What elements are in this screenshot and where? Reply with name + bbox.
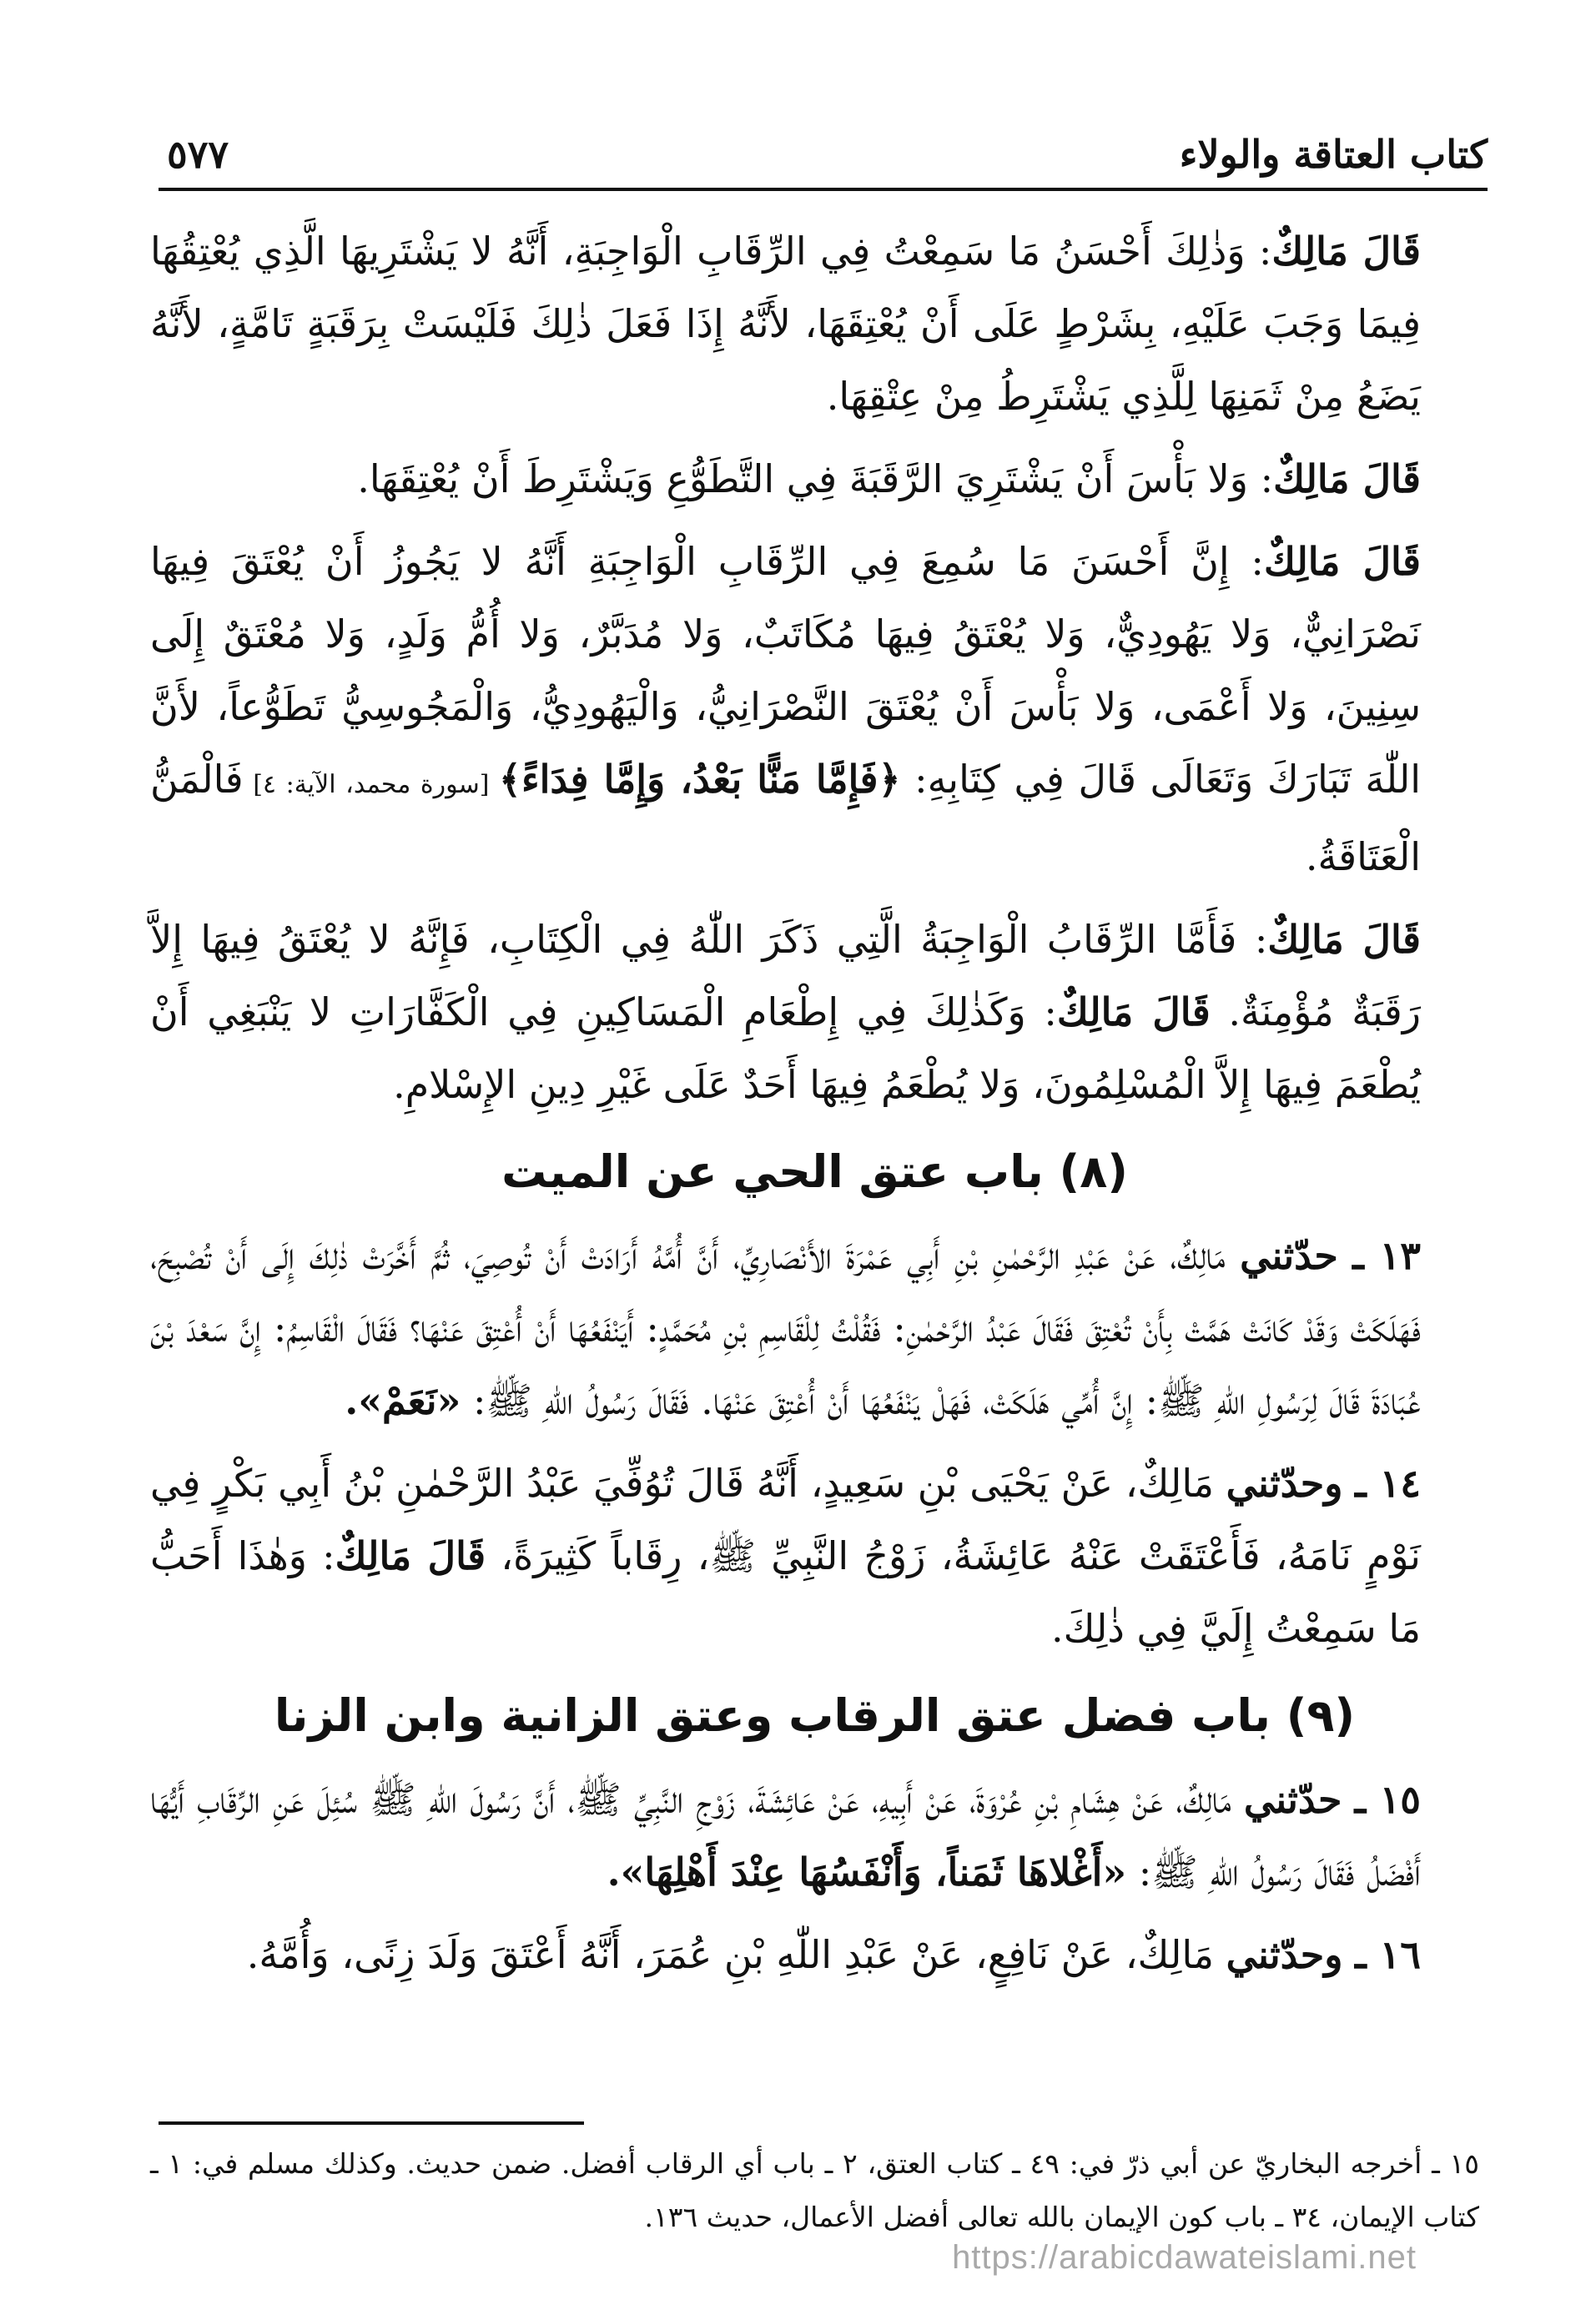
hadith-15 [150, 1764, 1479, 1909]
hadith-text-2: : وَهٰذَا أَحَبُّ مَا سَمِعْتُ إِلَيَّ فِي ذٰلِكَ. [150, 1533, 1421, 1651]
hadith-number: ١٣ ـ [1352, 1233, 1421, 1278]
speaker-label: قَالَ مَالِكٌ [1267, 917, 1421, 962]
hadith-text: مَالِكٌ، عَنْ يَحْيَى بْنِ سَعِيدٍ، أَنَّهُ قَالَ تُوُفِّيَ عَبْدُ الرَّحْمٰنِ بْنُ أَبِي بَكْرٍ فِي نَوْمٍ نَامَهُ، فَأَعْتَقَتْ عَنْهُ عَائِشَةُ، زَوْجُ النَّبِيِّ ﷺ، رِقَاباً كَثِيرَةً، [150, 1461, 1421, 1578]
paragraph-text-2: : وَكَذٰلِكَ فِي إِطْعَامِ الْمَسَاكِينِ فِي الْكَفَّارَاتِ لا يَنْبَغِي أَنْ يُطْعَمَ فِيهَا إِلاَّ الْمُسْلِمُونَ، وَلا يُطْعَمُ فِيهَا أَحَدٌ عَلَى غَيْرِ دِينِ الإِسْلامِ. [150, 989, 1421, 1107]
footnote-divider [159, 2121, 584, 2125]
hadith-number: ١٦ ـ [1355, 1932, 1421, 1977]
paragraph-text-end: فَالْمَنُّ الْعَتَاقَةُ. [150, 757, 1421, 879]
hadith-opening: وحدّثني [1226, 1461, 1343, 1506]
paragraph-text: : فَأَمَّا الرِّقَابُ الْوَاجِبَةُ الَّتِي ذَكَرَ اللّٰهُ فِي الْكِتَابِ، فَإِنَّهُ لا يُعْتَقُ فِيهَا إِلاَّ رَقَبَةٌ مُؤْمِنَةٌ. [150, 917, 1421, 1034]
hadith-text: مَالِكٌ، عَنْ عَبْدِ الرَّحْمٰنِ بْنِ أَبِي عَمْرَةَ الأَنْصَارِيِّ، أَنَّ أُمَّهُ أَرَادَتْ أَنْ تُوصِيَ، ثُمَّ أَخَّرَتْ ذٰلِكَ إِلَى أَنْ تُصْبِحَ، فَهَلَكَتْ وَقَدْ كَانَتْ هَمَّتْ بِأَنْ تُعْتِقَ فَقَالَ عَبْدُ الرَّحْمٰنِ: فَقُلْتُ لِلْقَاسِمِ بْنِ مُحَمَّدٍ: أَيَنْفَعُهَا أَنْ أُعْتِقَ عَنْهَا؟ فَقَالَ الْقَاسِمُ: إِنَّ سَعْدَ بْنَ عُبَادَةَ قَالَ لِرَسُولِ اللّٰهِ ﷺ: إِنَّ أُمِّي هَلَكَتْ، فَهَلْ يَنْفَعُهَا أَنْ أُعْتِقَ عَنْهَا. فَقَالَ رَسُولُ اللّٰهِ ﷺ: [150, 1233, 1421, 1423]
section-heading-8: (٨) باب عتق الحي عن الميت [501, 1145, 1128, 1198]
hadith-text: مَالِكٌ، عَنْ نَافِعٍ، عَنْ عَبْدِ اللّٰهِ بْنِ عُمَرَ، أَنَّهُ أَعْتَقَ وَلَدَ زِنًى، وَأُمَّهُ. [246, 1932, 1226, 1977]
paragraph-text: : وَذٰلِكَ أَحْسَنُ مَا سَمِعْتُ فِي الرِّقَابِ الْوَاجِبَةِ، أَنَّهُ لا يَشْتَرِيهَا الَّذِي يُعْتِقُهَا فِيمَا وَجَبَ عَلَيْهِ، بِشَرْطٍ عَلَى أَنْ يُعْتِقَهَا، لأَنَّهُ إِذَا فَعَلَ ذٰلِكَ فَلَيْسَتْ بِرَقَبَةٍ تَامَّةٍ، لأَنَّهُ يَضَعُ مِنْ ثَمَنِهَا لِلَّذِي يَشْتَرِطُ مِنْ عِتْقِهَا. [150, 229, 1421, 419]
paragraph-text: : إِنَّ أَحْسَنَ مَا سُمِعَ فِي الرِّقَابِ الْوَاجِبَةِ أَنَّهُ لا يَجُوزُ أَنْ يُعْتَقَ فِيهَا نَصْرَانِيٌّ، وَلا يَهُودِيٌّ، وَلا يُعْتَقُ فِيهَا مُكَاتَبٌ، وَلا مُدَبَّرٌ، وَلا أُمُّ وَلَدٍ، وَلا مُعْتَقٌ إِلَى سِنِينَ، وَلا أَعْمَى، وَلا بَأْسَ أَنْ يُعْتَقَ النَّصْرَانِيُّ، وَالْيَهُودِيُّ، وَالْمَجُوسِيُّ تَطَوُّعاً، لأَنَّ اللّٰهَ تَبَارَكَ وَتَعَالَى قَالَ فِي كِتَابِهِ: [150, 539, 1422, 802]
speaker-label-2: قَالَ مَالِكٌ [1056, 989, 1211, 1034]
page-header [133, 125, 1488, 192]
hadith-opening: حدّثني [1243, 1777, 1342, 1822]
hadith-text: مَالِكٌ، عَنْ هِشَامِ بْنِ عُرْوَةَ، عَنْ أَبِيهِ، عَنْ عَائِشَةَ، زَوْجِ النَّبِيِّ ﷺ، أَنَّ رَسُولَ اللّٰهِ ﷺ سُئِلَ عَنِ الرِّقَابِ أَيُّهَا أَفْضَلُ فَقَالَ رَسُولُ اللّٰهِ ﷺ: [150, 1777, 1421, 1895]
footnotes [150, 2137, 1479, 2244]
hadith-13 [150, 1220, 1479, 1437]
speaker-label: قَالَ مَالِكٌ [1263, 539, 1421, 584]
hadith-number: ١٥ ـ [1354, 1777, 1422, 1822]
paragraph-malik-3 [150, 526, 1479, 893]
main-text [150, 215, 1479, 2001]
prophet-answer: «أَغْلاهَا ثَمَناً، وَأَنْفَسُهَا عِنْدَ أَهْلِهَا». [607, 1849, 1127, 1895]
paragraph-malik-2 [150, 443, 1479, 516]
speaker-label: قَالَ مَالِكٌ [1273, 456, 1421, 501]
header-divider [159, 188, 1488, 191]
paragraph-malik-4 [150, 903, 1479, 1121]
speaker-label: قَالَ مَالِكٌ [1271, 229, 1421, 274]
hadith-opening: وحدّثني [1226, 1932, 1343, 1977]
section-heading-9: (٩) باب فضل عتق الرقاب وعتق الزانية وابن الزنا [274, 1689, 1356, 1742]
hadith-opening: حدّثني [1240, 1233, 1338, 1278]
hadith-14 [150, 1447, 1479, 1665]
quran-reference: [سورة محمد، الآية: ٤] [243, 770, 500, 799]
page-number: ٥٧٧ [167, 132, 229, 177]
watermark-url: https://arabicdawateislami.net [952, 2239, 1417, 2276]
hadith-number: ١٤ ـ [1355, 1461, 1421, 1506]
paragraph-malik-1 [150, 215, 1479, 433]
prophet-answer: «نَعَمْ». [345, 1378, 461, 1423]
hadith-16 [150, 1919, 1479, 1991]
book-title: كتاب العتاقة والولاء [1179, 132, 1488, 177]
paragraph-text: : وَلا بَأْسَ أَنْ يَشْتَرِيَ الرَّقَبَةَ فِي التَّطَوُّعِ وَيَشْتَرِطَ أَنْ يُعْتِقَهَا. [357, 456, 1274, 501]
speaker-label: قَالَ مَالِكٌ [335, 1533, 486, 1578]
quran-quote: ﴿فَإِمَّا مَنًّا بَعْدُ، وَإِمَّا فِدَاءً﴾ [499, 757, 901, 802]
footnote-15: ١٥ ـ أخرجه البخاريّ عن أبي ذرّ في: ٤٩ ـ كتاب العتق، ٢ ـ باب أي الرقاب أفضل. ضمن حديث. وكذلك مسلم في: ١ ـ كتاب الإيمان، ٣٤ ـ باب كون الإيمان بالله تعالى أفضل الأعمال، حديث ١٣٦. [150, 2147, 1479, 2233]
